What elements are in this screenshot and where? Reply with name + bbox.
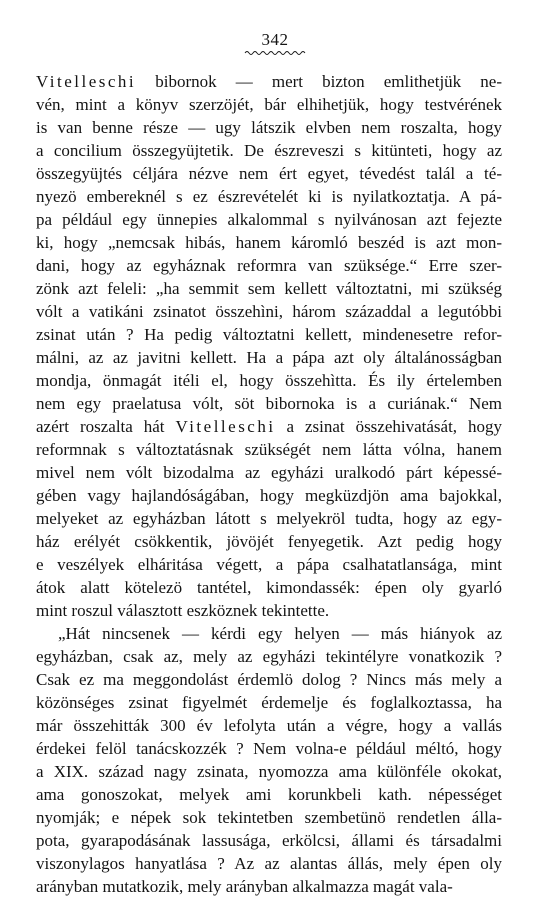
text-segment: a concilium összegyüjtetik. De észreveszi s kitünteti, hogy az — [36, 141, 502, 160]
text-segment: is van benne része — ugy látszik elvben nem roszalta, hogy — [36, 118, 502, 137]
text-line — [36, 300, 502, 323]
text-segment: mondja, önmagát itéli el, hogy összehìtta. És ily értelemben — [36, 371, 502, 390]
text-line — [36, 622, 502, 645]
page-number: 342 — [261, 30, 289, 49]
text-segment: arányban mutatkozik, mely arányban alkalmazza magát vala- — [36, 877, 453, 896]
text-segment: Csak ez ma meggondolást érdemlö dolog ? Nincs más mely a — [36, 670, 502, 689]
text-line — [36, 806, 502, 829]
text-segment: mivel nem vólt bizodalma az egyházi uralkodó párt képessé- — [36, 463, 502, 482]
text-segment: reformnak s változtatásnak szükségét nem látta vólna, hanem — [36, 440, 502, 459]
text-segment: pa például egy ünnepies alkalommal s nyilvánosan azt fejezte — [36, 210, 502, 229]
text-line — [36, 530, 502, 553]
text-line — [36, 691, 502, 714]
text-line — [36, 231, 502, 254]
text-line — [36, 645, 502, 668]
text-line — [36, 162, 502, 185]
text-line — [36, 185, 502, 208]
text-segment: nem egy praelatusa vólt, söt bibornoka is a curiának.“ Nem — [36, 394, 502, 413]
text-line — [36, 783, 502, 806]
text-segment: érdekei felöl tanácskozzék ? Nem volna-e például méltó, hogy — [36, 739, 502, 758]
text-segment: ház erélyét csökkentik, jövöjét fenyegetik. Azt pedig hogy — [36, 532, 502, 551]
paragraph — [36, 622, 502, 898]
text-segment: nyezö embereknél s ez észrevételét ki is nyilatkoztatja. A pá- — [36, 187, 502, 206]
text-line — [36, 507, 502, 530]
text-segment: közönséges zsinat figyelmét érdemelje és foglalkoztassa, ha — [36, 693, 502, 712]
text-line — [36, 392, 502, 415]
text-line — [36, 484, 502, 507]
text-segment: a zsinat összehivatását, hogy — [275, 417, 502, 436]
text-line — [36, 438, 502, 461]
text-segment: málni, az az javitni kellett. Ha a pápa azt oly általánosságban — [36, 348, 502, 367]
text-segment: zönk azt feleli: „ha semmit sem kellett változtatni, mi szükség — [36, 279, 502, 298]
text-segment: e veszélyek elháritása végett, a pápa csalhatatlansága, mint — [36, 555, 502, 574]
text-line — [36, 323, 502, 346]
text-line — [36, 461, 502, 484]
text-segment: ki, hogy „nemcsak hibás, hanem káromló beszéd is azt mon- — [36, 233, 502, 252]
text-segment: ama gonoszokat, melyek ami korunkbeli kath. népességet — [36, 785, 502, 804]
text-segment: mint roszul választott eszköznek tekintette. — [36, 601, 330, 620]
text-line — [36, 553, 502, 576]
text-line — [36, 139, 502, 162]
text-segment: azért roszalta hát — [36, 417, 176, 436]
text-segment: összegyüjtés céljára nézve nem ért egyet, tévedést talál a té- — [36, 164, 502, 183]
text-segment: a XIX. század nagy zsinata, nyomozza ama különféle okokat, — [36, 762, 502, 781]
text-segment: viszonylagos hanyatlása ? Az az alantas állás, mely épen oly — [36, 854, 502, 873]
text-segment: gében vagy hajlandóságában, hogy megküzdjön ama bajokkal, — [36, 486, 502, 505]
text-line — [36, 875, 502, 898]
text-segment: nyomják; e népek sok tekintetben szembetünö rendetlen álla- — [36, 808, 502, 827]
text-segment: zsinat után ? Ha pedig változtatni kellett, mindenesetre refor- — [36, 325, 502, 344]
text-line — [36, 415, 502, 438]
text-segment: átok alatt kötelezö tantétel, kimondassék: épen oly gyarló — [36, 578, 502, 597]
text-line — [36, 599, 502, 622]
spaced-name: Vitelleschi — [36, 72, 137, 91]
text-segment: dani, hogy az egyháznak reformra van szüksége.“ Erre szer- — [36, 256, 502, 275]
text-line — [36, 70, 502, 93]
text-line — [36, 760, 502, 783]
text-line — [36, 829, 502, 852]
text-segment: bibornok — mert bizton emlithetjük ne- — [136, 72, 502, 91]
text-segment: „Hát nincsenek — kérdi egy helyen — más hiányok az — [58, 624, 502, 643]
text-segment: egyházban, csak az, mely az egyházi tekintélyre vonatkozik ? — [36, 647, 502, 666]
text-line — [36, 576, 502, 599]
text-line — [36, 852, 502, 875]
text-segment: már összehitták 300 év lefolyta után a végre, hogy a vallás — [36, 716, 502, 735]
spaced-name: Vitelleschi — [175, 417, 276, 436]
text-segment: melyeket az egyházban látott s melyekröl tudta, hogy az egy- — [36, 509, 502, 528]
wavy-rule-ornament — [244, 50, 306, 56]
paragraph — [36, 70, 502, 622]
text-line — [36, 737, 502, 760]
text-line — [36, 208, 502, 231]
text-segment: pota, gyarapodásának lassusága, erkölcsi, állami és társadalmi — [36, 831, 502, 850]
text-line — [36, 93, 502, 116]
text-segment: vólt a vatikáni zsinatot összehìni, három századdal a legutóbbi — [36, 302, 502, 321]
text-line — [36, 714, 502, 737]
text-line — [36, 116, 502, 139]
text-line — [36, 346, 502, 369]
text-segment: vén, mint a könyv szerzöjét, bár elhihetjük, hogy testvérének — [36, 95, 502, 114]
text-line — [36, 369, 502, 392]
text-line — [36, 668, 502, 691]
text-line — [36, 277, 502, 300]
body-text — [36, 70, 502, 898]
page-header — [0, 30, 550, 56]
text-line — [36, 254, 502, 277]
